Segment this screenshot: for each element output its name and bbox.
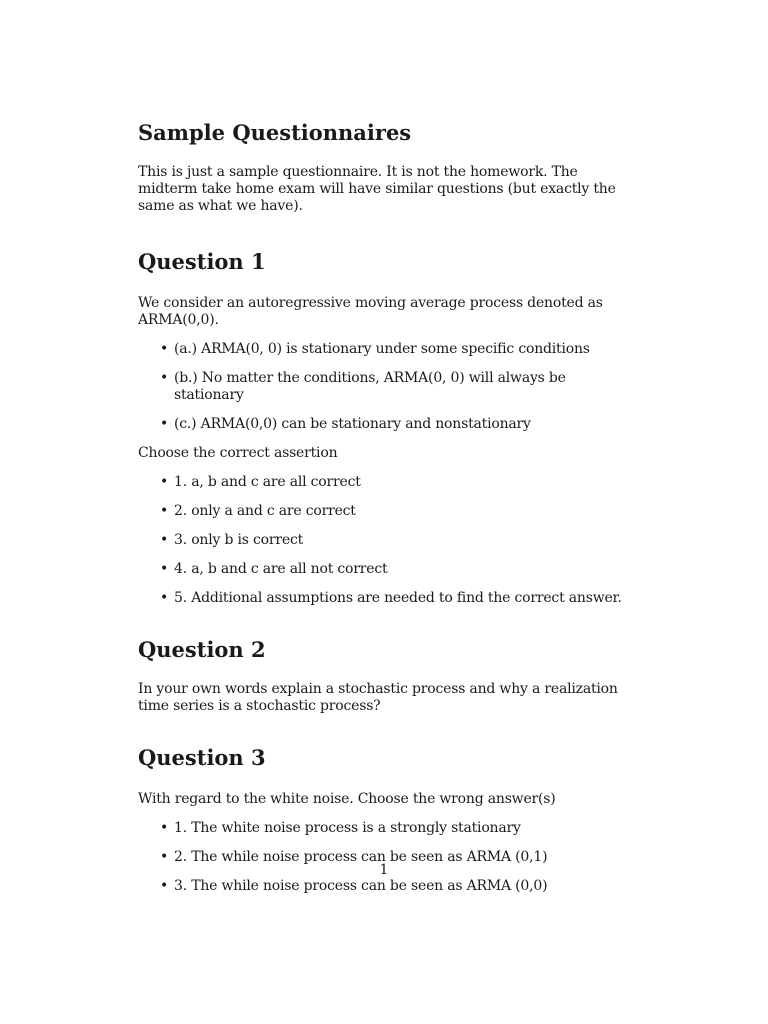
question-3-heading: Question 3 xyxy=(138,745,266,770)
assertion-b: (b.) No matter the conditions, ARMA(0, 0) will always be stationary xyxy=(174,370,566,403)
page-number: 1 xyxy=(379,862,389,878)
q3-option-3: 3. The while noise process can be seen as ARMA (0,0) xyxy=(174,878,548,894)
option-4: 4. a, b and c are all not correct xyxy=(174,561,388,577)
bullet-icon: • xyxy=(160,878,169,894)
option-1: 1. a, b and c are all correct xyxy=(174,474,361,490)
bullet-icon: • xyxy=(160,503,169,519)
question-2-section xyxy=(138,635,638,715)
bullet-icon: • xyxy=(160,561,169,577)
bullet-icon: • xyxy=(160,416,169,432)
option-2: 2. only a and c are correct xyxy=(174,503,356,519)
list-item xyxy=(138,561,638,578)
bullet-icon: • xyxy=(160,474,169,490)
list-item xyxy=(138,878,638,895)
option-5: 5. Additional assumptions are needed to find the correct answer. xyxy=(174,590,622,606)
list-item xyxy=(138,341,638,358)
question-2-prompt: In your own words explain a stochastic process and why a realization time series is a stochastic process? xyxy=(138,681,618,714)
q3-option-1: 1. The white noise process is a strongly stationary xyxy=(174,820,521,836)
bullet-icon: • xyxy=(160,370,169,386)
question-1-heading: Question 1 xyxy=(138,249,266,274)
bullet-icon: • xyxy=(160,820,169,836)
question-1-prompt: We consider an autoregressive moving average process denoted as ARMA(0,0). xyxy=(138,295,603,328)
list-item xyxy=(138,370,638,404)
question-2-heading: Question 2 xyxy=(138,637,266,662)
bullet-icon: • xyxy=(160,849,169,865)
list-item xyxy=(138,590,638,607)
question-1-assertions xyxy=(138,341,638,433)
bullet-icon: • xyxy=(160,590,169,606)
list-item xyxy=(138,503,638,520)
option-3: 3. only b is correct xyxy=(174,532,304,548)
intro-paragraph: This is just a sample questionnaire. It is not the homework. The midterm take home exam will have similar questions (but exactly the same as what we have). xyxy=(138,164,616,214)
question-3-options xyxy=(138,820,638,895)
question-1-section xyxy=(138,247,638,607)
bullet-icon: • xyxy=(160,341,169,357)
q3-option-2: 2. The while noise process can be seen as ARMA (0,1) xyxy=(174,849,548,865)
document-page xyxy=(138,118,638,895)
list-item xyxy=(138,474,638,491)
list-item xyxy=(138,820,638,837)
question-3-prompt: With regard to the white noise. Choose the wrong answer(s) xyxy=(138,791,556,807)
document-title: Sample Questionnaires xyxy=(138,120,412,145)
assertion-a: (a.) ARMA(0, 0) is stationary under some specific conditions xyxy=(174,341,590,357)
list-item xyxy=(138,532,638,549)
assertion-c: (c.) ARMA(0,0) can be stationary and nonstationary xyxy=(174,416,531,432)
list-item xyxy=(138,416,638,433)
question-1-instruction: Choose the correct assertion xyxy=(138,445,338,461)
question-1-options xyxy=(138,474,638,607)
bullet-icon: • xyxy=(160,532,169,548)
